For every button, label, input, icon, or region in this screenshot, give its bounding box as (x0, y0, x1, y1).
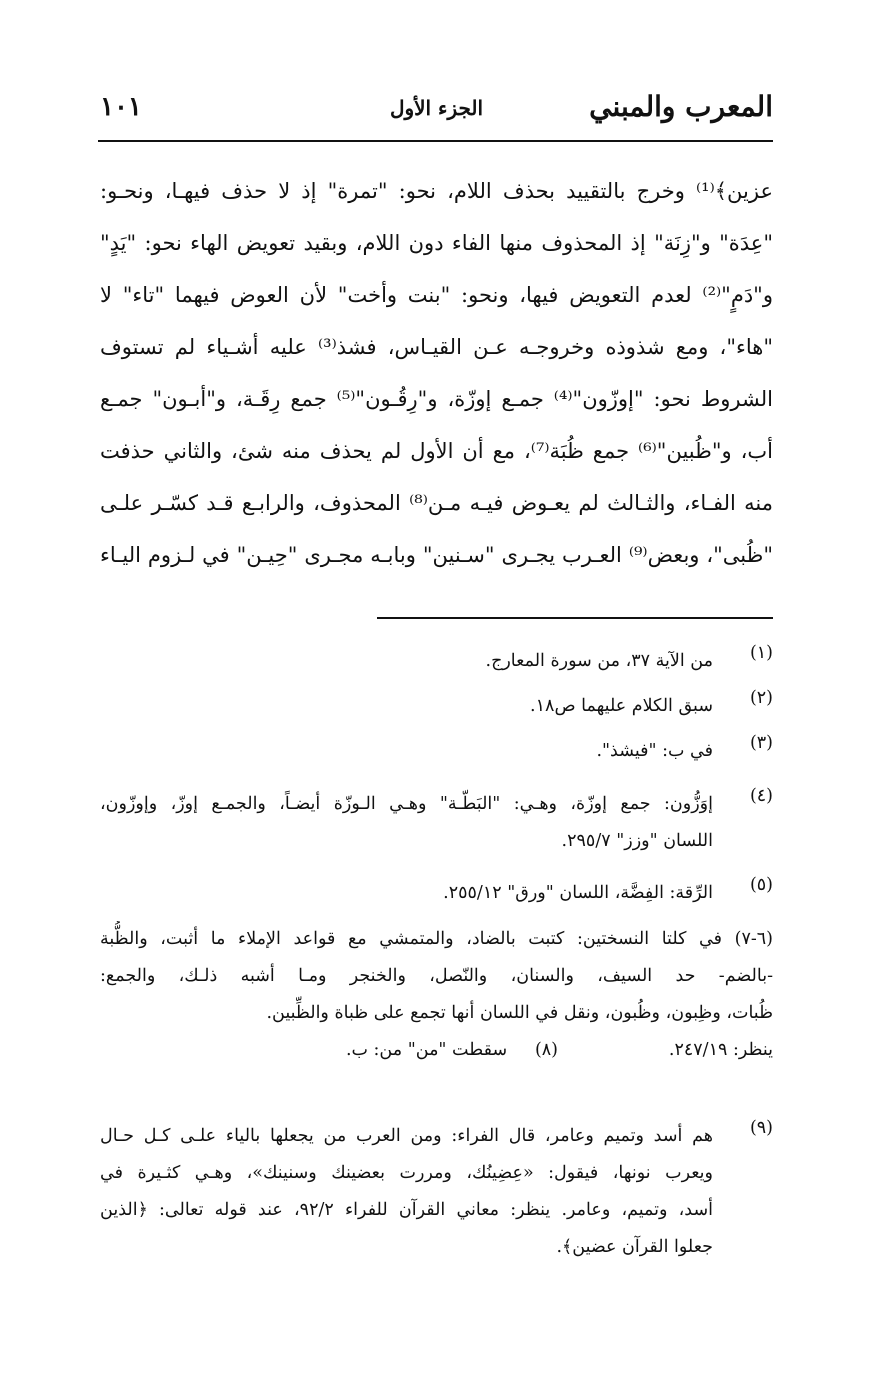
footnote-text: أسد، وتميم، وعامر. ينظر: معاني القرآن للفراء ٩٢/٢، عند قوله تعالى: ﴿الذين (100, 1200, 713, 1220)
footnote-number: (٥) (749, 875, 773, 895)
book-title: المعرب والمبني (589, 90, 773, 123)
footnote-1 (100, 643, 773, 680)
footnote-number: (٢) (749, 688, 773, 708)
header-rule (98, 140, 773, 142)
text-line: أب، و"ظُبين"⁽⁶⁾ جمع ظُبَة⁽⁷⁾، مع أن الأول لم يحذف منه شئ، والثاني حذفت (100, 439, 773, 463)
footnote-text (100, 921, 773, 958)
text-line: و"دَمٍ"⁽²⁾ لعدم التعويض فيها، ونحو: "بنت وأخت" لأن العوض فيهما "تاء" لا (100, 283, 773, 307)
footnote-text: ظُبات، وظِبون، وظُبون، ونقل في اللسان أنها تجمع على ظباة والظِّبين. (266, 1003, 773, 1023)
footnote-text: في ب: "فيشذ". (596, 741, 713, 761)
footnote-9 (100, 1118, 773, 1266)
footnote-text-part: في كلتا النسختين: كتبت بالضاد، والمتمشي مع قواعد الإملاء ما أثبت، والظُّبة (100, 929, 722, 949)
footnote-5 (100, 875, 773, 912)
footnote-text: سبق الكلام عليهما ص١٨. (530, 696, 713, 716)
text-line: "عِدَة" و"زِنَة" إذ المحذوف منها الفاء دون اللام، وبقيد تعويض الهاء نحو: "يَدٍ" (100, 231, 773, 255)
footnote-2 (100, 688, 773, 725)
footnote-ref-line (100, 1032, 773, 1069)
text-line: الشروط نحو: "إوزّون"⁽⁴⁾ جمـع إوزّة، و"رِقُـون"⁽⁵⁾ جمع رِقَـة، و"أبـون" جمـع (100, 387, 773, 411)
footnote-ref: ينظر: ٢٤٧/١٩. (668, 1040, 773, 1060)
footnote-6-7 (100, 921, 773, 1069)
footnote-separator (377, 617, 773, 619)
page-header (100, 86, 773, 138)
footnote-number: (٩) (749, 1118, 773, 1138)
footnote-4 (100, 786, 773, 860)
footnote-number: (٣) (749, 733, 773, 753)
footnote-number: (١) (749, 643, 773, 663)
footnote-text: سقطت "من" من: ب. (345, 1040, 508, 1060)
text-line: عزين﴾⁽¹⁾ وخرج بالتقييد بحذف اللام، نحو: "تمرة" إذ لا حذف فيهـا، ونحـو: (100, 179, 773, 203)
footnote-number: (٦-٧) (734, 929, 773, 949)
main-text (100, 165, 773, 581)
part-title: الجزء الأول (389, 96, 484, 120)
footnote-text: من الآية ٣٧، من سورة المعارج. (485, 651, 713, 671)
footnote-number: (٨) (534, 1040, 558, 1060)
footnote-8 (346, 1032, 558, 1069)
text-line: منه الفـاء، والثـالث لم يعـوض فيـه مـن⁽⁸⁾ المحذوف، والرابـع قـد كسّـر علـى (100, 491, 773, 515)
footnote-text: جعلوا القرآن عضين﴾. (556, 1237, 713, 1257)
text-line: "ظُبى"، وبعض⁽⁹⁾ العـرب يجـرى "سـنين" وبابـه مجـرى "حِيـن" في لـزوم اليـاء (100, 543, 773, 567)
footnote-text: الرِّقة: الفِضَّة، اللسان "ورق" ٢٥٥/١٢. (443, 883, 713, 903)
text-line: "هاء"، ومع شذوذه وخروجـه عـن القيـاس، فشذ⁽³⁾ عليه أشـياء لم تستوف (100, 335, 773, 359)
footnote-text: إوَزُّون: جمع إوزّة، وهـي: "البَطّـة" وهـي الـوزّة أيضـاً، والجمـع إوزّ، وإوزّون، (100, 794, 713, 814)
footnote-number: (٤) (749, 786, 773, 806)
footnote-text: -بالضم- حد السيف، والسنان، والنّصل، والخنجر ومـا أشبه ذلـك، والجمع: (100, 966, 773, 986)
footnote-text: اللسان "وزز" ٢٩٥/٧. (561, 831, 713, 851)
page-number: ١٠١ (100, 92, 142, 122)
footnote-text: ويعرب نونها، فيقول: «عِضِينُك، ومررت بعضينك وسنينك»، وهـي كثـيرة في (100, 1163, 713, 1183)
footnote-3 (100, 733, 773, 770)
footnote-text: هم أسد وتميم وعامر، قال الفراء: ومن العرب من يجعلها بالياء علـى كـل حـال (100, 1126, 713, 1146)
